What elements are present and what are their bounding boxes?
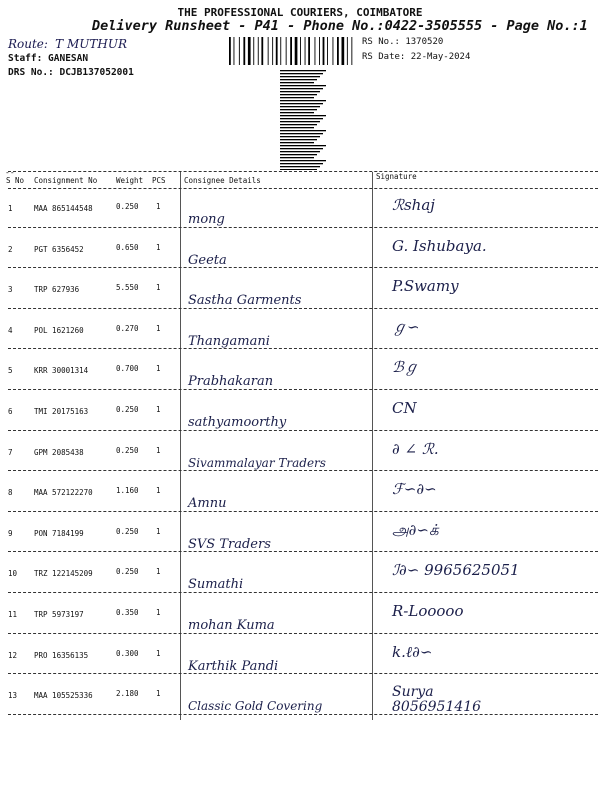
scan-artifact-stripes	[280, 70, 326, 170]
row-weight: 0.700	[116, 364, 139, 374]
signature-text-line: k.ℓ∂∽	[392, 642, 433, 661]
row-consignment-no: MAA 865144548	[34, 204, 93, 213]
row-consignment-no: GPM 2085438	[34, 447, 84, 457]
table-top-rule	[8, 171, 598, 172]
row-signature	[392, 604, 463, 619]
row-weight: 0.250	[116, 405, 139, 414]
row-pcs: 1	[156, 202, 161, 211]
signature-text-line: R-Looooo	[392, 602, 464, 620]
row-divider	[8, 308, 598, 309]
drs-number: DRS No.: DCJB137052001	[8, 67, 134, 78]
signature-text-line: Surya	[392, 684, 434, 701]
col-weight: Weight	[116, 176, 144, 185]
row-weight: 0.250	[116, 526, 139, 536]
row-sno: 5	[8, 366, 13, 376]
row-pcs: 1	[156, 242, 161, 252]
row-consignment-no: TRP 627936	[34, 285, 80, 295]
row-pcs: 1	[156, 323, 161, 333]
row-consignment-no: PRO 16356135	[34, 650, 89, 660]
row-pcs: 1	[156, 283, 161, 293]
rs-date: RS Date: 22-May-2024	[362, 52, 471, 62]
row-consignee-name: Thangamani	[188, 333, 270, 349]
row-signature	[392, 401, 417, 416]
row-divider	[8, 227, 598, 228]
signature-text-line: ∂ ∠ ℛ.	[392, 439, 439, 458]
row-sno: 11	[8, 610, 18, 619]
barcode-image	[229, 37, 355, 65]
signature-text-line: அ∂∽க்	[392, 520, 439, 539]
row-signature	[392, 236, 487, 255]
row-weight: 0.350	[116, 608, 139, 617]
row-weight: 1.160	[116, 486, 139, 496]
row-consignment-no: TRZ 122145209	[34, 569, 93, 579]
row-signature	[392, 360, 419, 375]
row-consignment-no: POL 1621260	[34, 325, 84, 335]
row-pcs: 1	[156, 689, 161, 699]
runsheet-title: Delivery Runsheet - P41 - Phone No.:0422-3505555 - Page No.:1	[92, 18, 588, 34]
row-consignment-no: MAA 572122270	[34, 488, 93, 498]
signature-text-line: ℛshaj	[392, 196, 435, 214]
consignee-column-rule	[180, 172, 181, 720]
row-consignee-name: Classic Gold Covering	[188, 699, 323, 714]
row-pcs: 1	[156, 648, 161, 658]
row-signature	[392, 482, 437, 497]
col-consignee: Consignee Details	[184, 176, 261, 185]
row-weight: 0.650	[116, 242, 139, 252]
signature-text-line: ℊ∽	[392, 317, 420, 336]
signature-text-line: P.Swamy	[392, 277, 459, 296]
row-signature	[392, 642, 433, 661]
signature-text-line: CN	[392, 399, 417, 417]
row-pcs: 1	[156, 608, 161, 617]
row-sno: 6	[8, 407, 13, 416]
row-weight: 0.270	[116, 323, 139, 333]
staff-line: Staff: GANESAN	[8, 53, 89, 64]
row-divider	[8, 673, 598, 674]
row-consignee-name: SVS Traders	[188, 536, 271, 552]
rs-number: RS No.: 1370520	[362, 37, 444, 47]
row-weight: 0.250	[116, 202, 139, 211]
row-signature	[392, 563, 520, 578]
row-pcs: 1	[156, 364, 161, 374]
signature-text-line: 8056951416	[392, 699, 482, 716]
company-title: THE PROFESSIONAL COURIERS, COIMBATORE	[177, 6, 423, 19]
row-signature	[392, 685, 481, 715]
row-sno: 2	[8, 244, 13, 254]
row-sno: 4	[8, 325, 13, 335]
row-divider	[8, 348, 598, 349]
row-divider	[8, 633, 598, 634]
row-divider	[8, 470, 598, 471]
row-weight: 2.180	[116, 689, 139, 699]
row-sno: 8	[8, 488, 13, 498]
row-consignee-name: Sastha Garments	[188, 293, 302, 309]
row-divider	[8, 592, 598, 593]
row-signature	[392, 198, 435, 213]
row-consignment-no: TMI 20175163	[34, 407, 89, 416]
row-divider	[8, 551, 598, 552]
row-consignee-name: Sumathi	[188, 577, 244, 593]
route-label: Route:	[8, 37, 48, 51]
col-pcs: PCS	[152, 176, 166, 185]
row-divider	[8, 511, 598, 512]
row-signature	[392, 279, 459, 294]
row-sno: 10	[8, 569, 18, 579]
row-sno: 3	[8, 285, 13, 295]
col-sno: S No	[6, 176, 25, 185]
signature-text-line: ℐ∂∽ 9965625051	[392, 561, 520, 580]
row-consignee-name: Sivammalayar Traders	[188, 455, 326, 470]
ditto-mark: --	[5, 168, 15, 177]
signature-text-line: ℱ∽∂∽	[392, 480, 437, 499]
route-value: T MUTHUR	[55, 37, 128, 51]
row-sno: 13	[8, 691, 18, 701]
row-divider	[8, 430, 598, 431]
row-pcs: 1	[156, 405, 161, 414]
row-sno: 1	[8, 204, 13, 213]
row-pcs: 1	[156, 445, 161, 455]
row-consignment-no: MAA 105525336	[34, 691, 93, 701]
row-consignment-no: PON 7184199	[34, 528, 84, 538]
row-signature	[392, 520, 439, 539]
row-divider	[8, 389, 598, 390]
row-consignee-name: mohan Kuma	[188, 618, 275, 633]
row-consignment-no: KRR 30001314	[34, 366, 89, 376]
signature-column-rule	[372, 172, 373, 720]
row-weight: 5.550	[116, 283, 139, 293]
row-sno: 12	[8, 650, 18, 660]
row-pcs: 1	[156, 486, 161, 496]
row-weight: 0.300	[116, 648, 139, 658]
row-weight: 0.250	[116, 567, 139, 577]
row-consignment-no: TRP 5973197	[34, 610, 84, 619]
row-consignee-name: Prabhakaran	[188, 374, 274, 390]
row-weight: 0.250	[116, 445, 139, 455]
route-line	[8, 37, 127, 52]
row-pcs: 1	[156, 567, 161, 577]
row-signature	[392, 439, 439, 458]
header-rule	[8, 188, 598, 189]
row-consignee-name: sathyamoorthy	[188, 415, 287, 430]
signature-text-line: G. Ishubaya.	[392, 236, 487, 255]
row-divider	[8, 267, 598, 268]
row-consignee-name: Karthik Pandi	[188, 658, 279, 674]
row-consignee-name: Geeta	[188, 252, 227, 268]
row-sno: 7	[8, 447, 13, 457]
row-consignment-no: PGT 6356452	[34, 244, 84, 254]
row-pcs: 1	[156, 526, 161, 536]
col-consignment: Consignment No	[34, 176, 98, 185]
col-signature: Signature	[376, 172, 417, 181]
row-consignee-name: Amnu	[188, 496, 227, 512]
row-sno: 9	[8, 528, 13, 538]
signature-text-line: ℬℊ	[392, 358, 419, 377]
row-consignee-name: mong	[188, 212, 225, 227]
row-signature	[392, 317, 420, 336]
row-divider	[8, 714, 598, 715]
